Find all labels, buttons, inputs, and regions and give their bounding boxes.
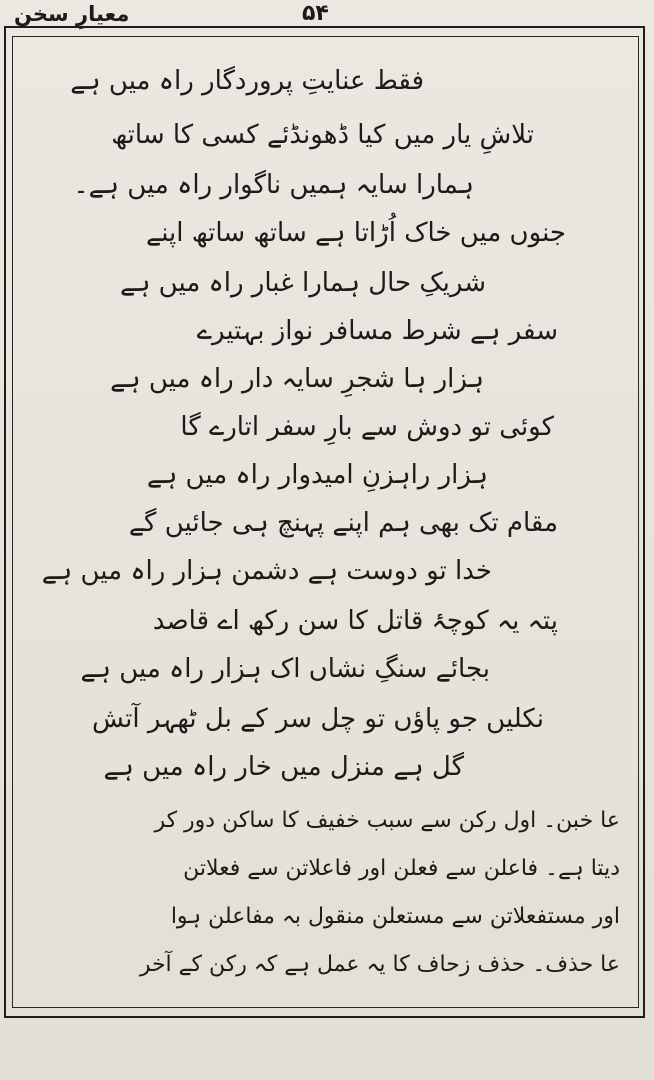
note-line: عا حذف۔ حذف زحاف کا یہ عمل ہے کہ رکن کے آخر <box>139 952 620 977</box>
running-head-title: معیارِ سخن <box>14 2 130 26</box>
note-line: عا خبن۔ اول رکن سے سبب خفیف کا ساکن دور کر <box>154 808 620 833</box>
verse-line: ہمارا سایہ ہمیں ناگوار راہ میں ہے۔ <box>73 170 474 200</box>
verse-line: خدا تو دوست ہے دشمن ہزار راہ میں ہے <box>41 556 492 586</box>
verse-line: تلاشِ یار میں کیا ڈھونڈئے کسی کا ساتھ <box>111 120 534 150</box>
verse-line: نکلیں جو پاؤں تو چل سر کے بل ٹھہر آتش <box>91 704 544 734</box>
page-number: ۵۴ <box>302 1 329 26</box>
verse-line: سفر ہے شرط مسافر نواز بہتیرے <box>196 316 558 346</box>
verse-line: پتہ یہ کوچۂ قاتل کا سن رکھ اے قاصد <box>152 606 558 636</box>
verse-line: ہزار ہا شجرِ سایہ دار راہ میں ہے <box>110 364 484 394</box>
verse-line: گل ہے منزل میں خار راہ میں ہے <box>103 752 464 782</box>
verse-line: کوئی تو دوش سے بارِ سفر اتارے گا <box>180 412 554 442</box>
verse-line: فقط عنایتِ پروردگار راہ میں ہے <box>70 66 424 96</box>
verse-line: شریکِ حال ہمارا غبار راہ میں ہے <box>119 268 486 298</box>
note-line: دیتا ہے۔ فاعلن سے فعلن اور فاعلاتن سے فعلاتن <box>183 856 620 881</box>
verse-line: ہزار راہزنِ امیدوار راہ میں ہے <box>146 460 488 490</box>
verse-line: مقام تک بھی ہم اپنے پہنچ ہی جائیں گے <box>128 508 558 538</box>
verse-line: جنوں میں خاک اُڑاتا ہے ساتھ ساتھ اپنے <box>145 218 566 248</box>
note-line: اور مستفعلاتن سے مستعلن منقول بہ مفاعلن ہوا <box>170 904 620 929</box>
verse-line: بجائے سنگِ نشاں اک ہزار راہ میں ہے <box>80 654 490 684</box>
